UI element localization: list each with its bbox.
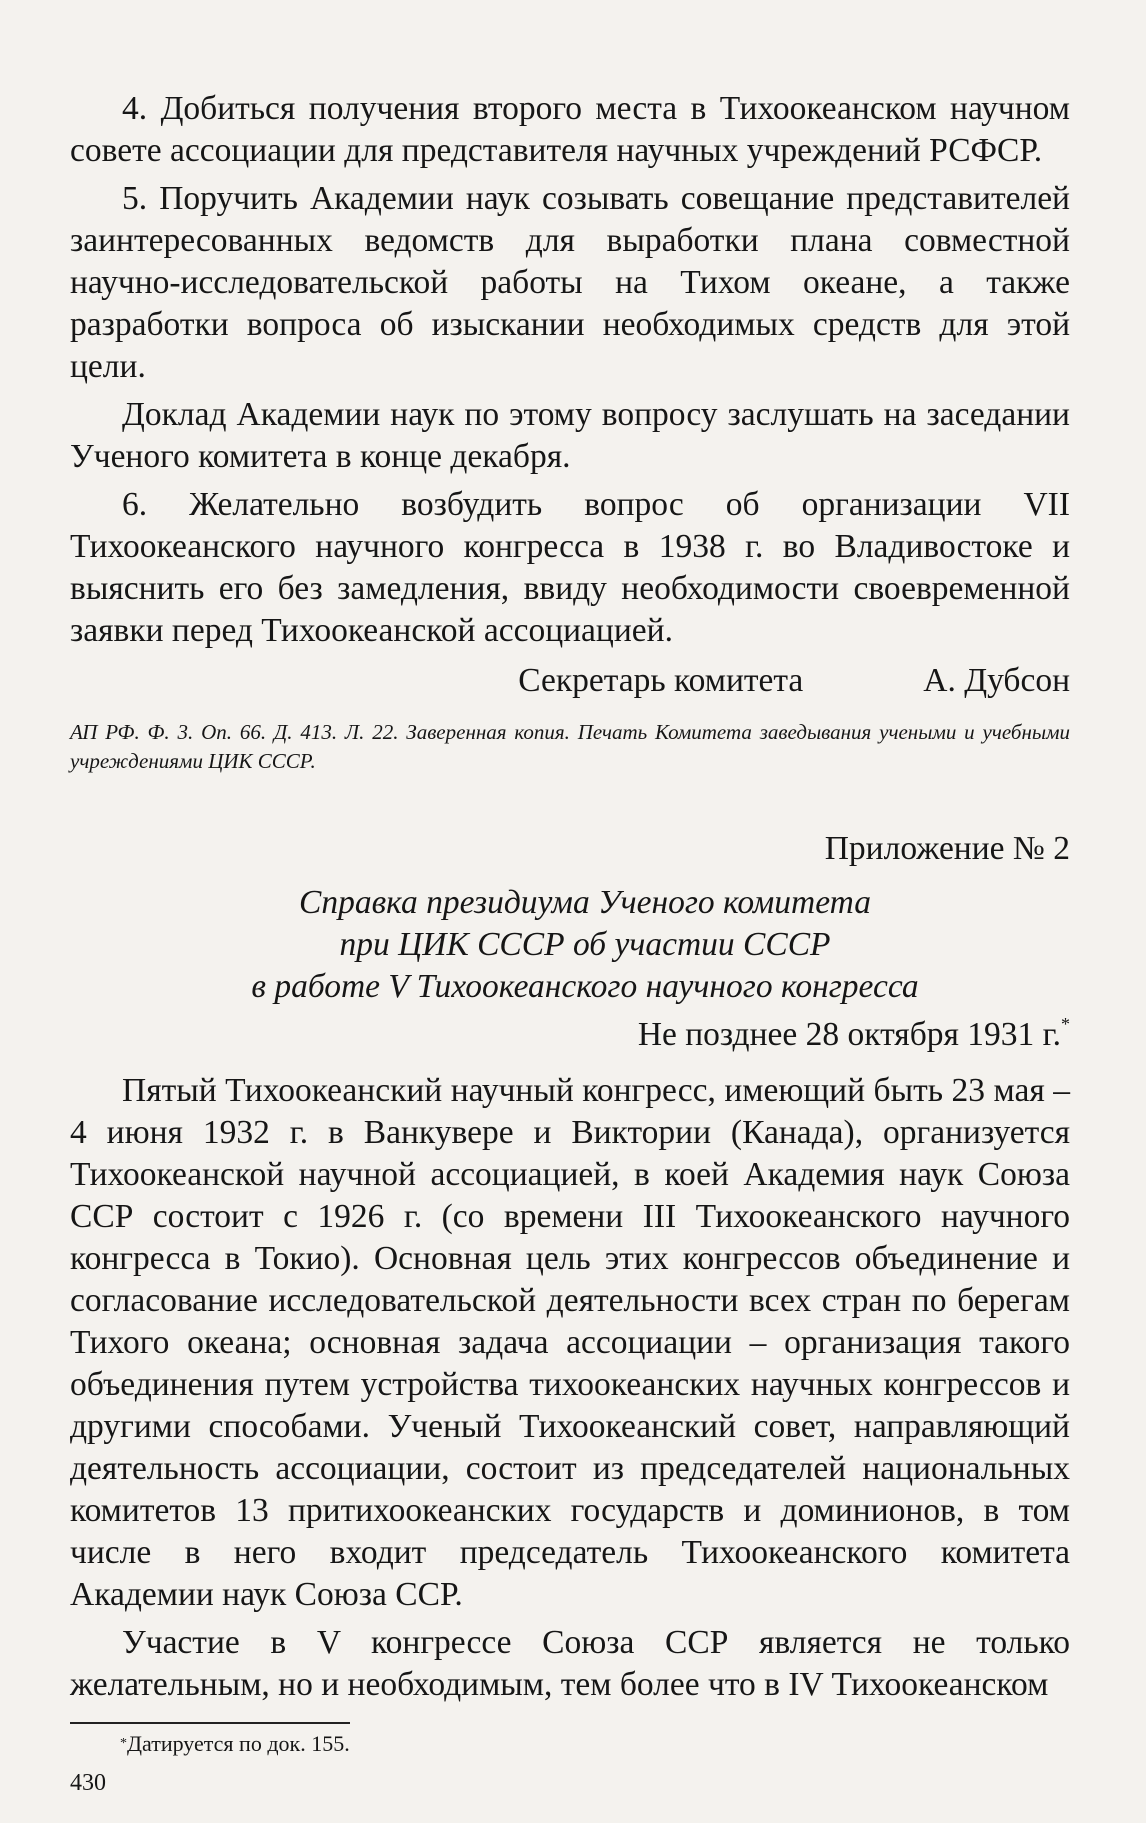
footnote-text: Датируется по док. 155. bbox=[127, 1731, 350, 1756]
footnote-mark: * bbox=[120, 1736, 127, 1751]
paragraph-congress: Пятый Тихоокеанский научный конгресс, имеющий быть 23 мая – 4 июня 1932 г. в Ванкувере и Виктории (Канада), организуется Тихоокеанской научной ассоциацией, в коей Академия наук Союза ССР состоит с 1926 г. (со времени III Тихоокеанского научного конгресса в Токио). Основная цель этих конгрессов объединение и согласование исследовательской деятельности всех стран по берегам Тихого океана; основная задача ассоциации – организация такого объединения путем устройства тихоокеанских научных конгрессов и другими способами. Ученый Тихоокеанский совет, направляющий деятельность ассоциации, состоит из председателей национальных комитетов 13 притихоокеанских государств и доминионов, в том числе в него входит председатель Тихоокеанского комитета Академии наук Союза ССР. bbox=[70, 1072, 1070, 1613]
document-title-line: в работе V Тихоокеанского научного конгресса bbox=[251, 968, 919, 1005]
footnote-marker: * bbox=[1061, 1014, 1070, 1034]
signature-line bbox=[70, 660, 1070, 702]
paragraph-item-5: 5. Поручить Академии наук созывать совещание представителей заинтересованных ведомств для выработки плана совместной научно-исследовательской работы на Тихом океане, а также разработки вопроса об изыскании необходимых средств для этой цели. bbox=[70, 180, 1070, 385]
document-title-line: Справка президиума Ученого комитета bbox=[298, 884, 871, 921]
signature-role: Секретарь комитета bbox=[518, 662, 804, 699]
date-text: Не позднее 28 октября 1931 г. bbox=[637, 1016, 1061, 1053]
footnote-divider bbox=[70, 1722, 350, 1724]
document-date bbox=[70, 1014, 1070, 1056]
signature-name: А. Дубсон bbox=[923, 662, 1070, 699]
document-title bbox=[70, 882, 1070, 1008]
appendix-label: Приложение № 2 bbox=[824, 830, 1070, 867]
paragraph-item-6: 6. Желательно возбудить вопрос об организации VII Тихоокеанского научного конгресса в 1938 г. во Владивостоке и выяснить его без замедления, ввиду необходимости своевременной заявки перед Тихоокеанской ассоциацией. bbox=[70, 486, 1070, 649]
paragraph-participation: Участие в V конгрессе Союза ССР является не только желательным, но и необходимым, тем более что в IV Тихоокеанском bbox=[70, 1624, 1070, 1703]
paragraph-item-4: 4. Добиться получения второго места в Тихоокеанском научном совете ассоциации для представителя научных учреждений РСФСР. bbox=[70, 90, 1070, 169]
page-body bbox=[70, 88, 1070, 1712]
archival-source-note: АП РФ. Ф. 3. Оп. 66. Д. 413. Л. 22. Заверенная копия. Печать Комитета заведывания учеными и учебными учреждениями ЦИК СССР. bbox=[70, 720, 1070, 773]
footnote bbox=[120, 1730, 350, 1758]
paragraph-report: Доклад Академии наук по этому вопросу заслушать на заседании Ученого комитета в конце декабря. bbox=[70, 396, 1070, 475]
document-title-line: при ЦИК СССР об участии СССР bbox=[339, 926, 831, 963]
page-number: 430 bbox=[70, 1770, 106, 1796]
